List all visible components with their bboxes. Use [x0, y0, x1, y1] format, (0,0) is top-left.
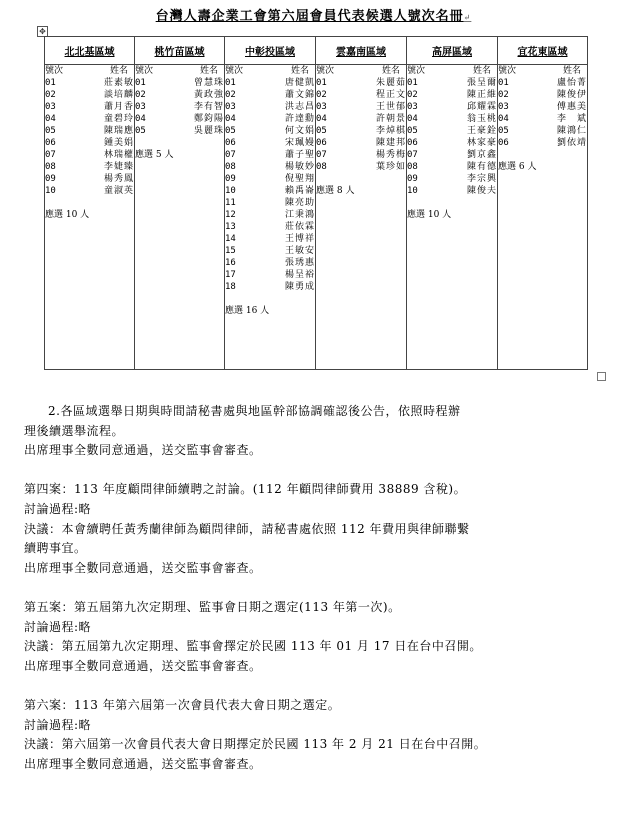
candidate-number: 05	[316, 126, 327, 136]
candidate-number: 04	[498, 114, 509, 124]
candidate-entry	[316, 137, 406, 149]
candidate-entry	[407, 149, 497, 161]
candidate-name: 童碧玲	[103, 114, 134, 124]
candidate-name: 許朝景	[375, 114, 406, 124]
candidate-number: 13	[225, 222, 236, 232]
minutes-line: 2.各區域選舉日期與時間請秘書處與地區幹部協調確認後公告，依照時程辦	[48, 404, 461, 418]
candidate-name: 傅惠美	[556, 102, 587, 112]
candidate-name: 陳俊伊	[556, 90, 587, 100]
candidate-roster-table	[44, 36, 588, 370]
candidate-number: 04	[45, 114, 56, 124]
candidate-name: 葉珍如	[375, 162, 406, 172]
candidate-entry	[135, 113, 224, 125]
candidate-entry	[225, 245, 315, 257]
blank-line	[135, 137, 224, 149]
name-column-label: 姓名	[381, 66, 400, 76]
column-header-line	[498, 65, 587, 77]
region-header: 中彰投區域	[225, 37, 316, 65]
blank-line	[407, 197, 497, 209]
candidate-name: 陳勇成	[284, 282, 315, 292]
candidate-name: 黃政強	[193, 90, 224, 100]
candidate-entry	[225, 221, 315, 233]
number-column-label: 號次	[407, 66, 426, 76]
minutes-line: 決議：第五屆第九次定期理、監事會擇定於民國 113 年 01 月 17 日在台中召開。	[24, 639, 482, 654]
candidate-entry	[225, 281, 315, 293]
candidate-number: 05	[407, 126, 418, 136]
minutes-line: 第五案：第五屆第九次定期理、監事會日期之選定(113 年第一次)。	[24, 599, 401, 614]
candidate-name: 張呈爾	[466, 78, 497, 88]
candidate-name: 陳俊夫	[466, 186, 497, 196]
candidate-name: 盧怡菁	[556, 78, 587, 88]
candidate-name: 賴禹崙	[284, 186, 315, 196]
name-column-label: 姓名	[562, 66, 581, 76]
candidate-number: 10	[45, 186, 56, 196]
candidate-name: 莊依霖	[284, 222, 315, 232]
candidate-name: 程正文	[375, 90, 406, 100]
candidate-number: 01	[407, 78, 418, 88]
candidate-number: 06	[316, 138, 327, 148]
region-column	[407, 65, 498, 370]
candidate-entry	[407, 77, 497, 89]
candidate-number: 03	[45, 102, 56, 112]
candidate-number: 01	[498, 78, 509, 88]
candidate-entry	[225, 137, 315, 149]
seats-to-elect: 應選 5 人	[135, 150, 174, 160]
candidate-name: 蕭文錦	[284, 90, 315, 100]
region-header: 宜花東區域	[498, 37, 588, 65]
candidate-number: 06	[225, 138, 236, 148]
number-column-label: 號次	[225, 66, 244, 76]
candidate-name: 王豪銓	[466, 126, 497, 136]
candidate-entry	[45, 125, 134, 137]
candidate-entry	[225, 197, 315, 209]
candidate-name: 楊秀梅	[375, 150, 406, 160]
candidate-number: 01	[316, 78, 327, 88]
candidate-name: 陳瑞應	[103, 126, 134, 136]
minutes-line: 第六案：113 年第六屆第一次會員代表大會日期之選定。	[24, 697, 341, 712]
candidate-number: 09	[407, 174, 418, 184]
candidate-name: 曾慧珠	[193, 78, 224, 88]
candidate-name: 洪志昌	[284, 102, 315, 112]
candidate-number: 06	[407, 138, 418, 148]
candidate-entry	[316, 89, 406, 101]
candidate-number: 18	[225, 282, 236, 292]
candidate-entry	[498, 137, 587, 149]
minutes-line: 出席理事全數同意通過，送交監事會審查。	[24, 560, 262, 575]
table-resize-handle[interactable]	[597, 372, 606, 381]
paragraph-gap	[24, 578, 616, 598]
candidate-name: 陳亮助	[284, 198, 315, 208]
candidate-number: 04	[135, 114, 146, 124]
blank-line	[45, 197, 134, 209]
region-header-row	[45, 37, 588, 65]
candidate-name: 陳鴻仁	[556, 126, 587, 136]
region-header: 高屏區域	[407, 37, 498, 65]
candidate-number: 15	[225, 246, 236, 256]
candidate-number: 02	[407, 90, 418, 100]
candidate-number: 05	[498, 126, 509, 136]
candidate-name: 王敏安	[284, 246, 315, 256]
minutes-line: 出席理事全數同意通過，送交監事會審查。	[24, 756, 262, 771]
candidate-number: 02	[135, 90, 146, 100]
candidate-entry	[135, 101, 224, 113]
column-header-line	[45, 65, 134, 77]
candidate-entry	[498, 77, 587, 89]
blank-line	[225, 293, 315, 305]
candidate-number: 10	[407, 186, 418, 196]
candidate-number: 08	[407, 162, 418, 172]
candidate-name: 蕭子聖	[284, 150, 315, 160]
blank-line	[316, 173, 406, 185]
candidate-name: 李宗興	[466, 174, 497, 184]
candidate-name: 鄭鈞陽	[193, 114, 224, 124]
paragraph-gap	[24, 461, 616, 481]
column-header-line	[316, 65, 406, 77]
candidate-entry	[225, 185, 315, 197]
candidate-entry	[225, 257, 315, 269]
number-column-label: 號次	[135, 66, 154, 76]
candidate-entry	[135, 77, 224, 89]
candidate-name: 唐健凱	[284, 78, 315, 88]
candidate-name: 李 斌	[556, 114, 587, 124]
candidate-number: 05	[225, 126, 236, 136]
candidate-entry	[225, 269, 315, 281]
candidate-entry	[407, 89, 497, 101]
region-column	[45, 65, 135, 370]
candidate-name: 陳正維	[466, 90, 497, 100]
candidate-entry	[225, 77, 315, 89]
candidate-entry	[45, 161, 134, 173]
candidate-number: 03	[407, 102, 418, 112]
minutes-line: 第四案：113 年度顧問律師續聘之討論。(112 年顧問律師費用 38889 含稅)。	[24, 482, 467, 497]
candidate-name: 許達勳	[284, 114, 315, 124]
candidate-number: 04	[316, 114, 327, 124]
candidate-name: 林瑞權	[103, 150, 134, 160]
candidate-number: 02	[498, 90, 509, 100]
name-column-label: 姓名	[472, 66, 491, 76]
column-header-line	[407, 65, 497, 77]
number-column-label: 號次	[316, 66, 335, 76]
candidate-number: 16	[225, 258, 236, 268]
minutes-line: 討論過程:略	[24, 717, 92, 732]
candidate-name: 童淑英	[103, 186, 134, 196]
minutes-line: 理後續選舉流程。	[24, 423, 125, 438]
candidate-entry	[316, 125, 406, 137]
candidate-entry	[407, 125, 497, 137]
seats-to-elect: 應選 8 人	[316, 186, 355, 196]
region-header: 桃竹苗區域	[135, 37, 225, 65]
candidate-name: 李有智	[193, 102, 224, 112]
candidate-entry	[135, 89, 224, 101]
name-column-label: 姓名	[290, 66, 309, 76]
minutes-line: 討論過程:略	[24, 501, 92, 516]
candidate-number: 02	[45, 90, 56, 100]
candidate-entry	[498, 113, 587, 125]
candidate-number: 10	[225, 186, 236, 196]
minutes-line: 出席理事全數同意通過，送交監事會審查。	[24, 658, 262, 673]
candidate-name: 劉京鑫	[466, 150, 497, 160]
candidate-number: 03	[225, 102, 236, 112]
candidate-number: 04	[407, 114, 418, 124]
minutes-line: 出席理事全數同意通過，送交監事會審查。	[24, 443, 262, 458]
candidate-list-row	[45, 65, 588, 370]
blank-line	[498, 149, 587, 161]
candidate-number: 12	[225, 210, 236, 220]
candidate-name: 王世郁	[375, 102, 406, 112]
region-column	[316, 65, 407, 370]
seats-to-elect: 應選 10 人	[407, 210, 452, 220]
candidate-number: 05	[135, 126, 146, 136]
candidate-number: 08	[45, 162, 56, 172]
candidate-number: 06	[45, 138, 56, 148]
region-column	[225, 65, 316, 370]
region-header: 北北基區域	[45, 37, 135, 65]
candidate-name: 王博祥	[284, 234, 315, 244]
candidate-number: 03	[498, 102, 509, 112]
candidate-name: 倪聖翔	[284, 174, 315, 184]
candidate-number: 04	[225, 114, 236, 124]
candidate-entry	[498, 89, 587, 101]
candidate-entry	[407, 113, 497, 125]
paragraph-gap	[24, 676, 616, 696]
table-move-handle-icon[interactable]: ✥	[37, 26, 48, 37]
candidate-name: 宋珮嫚	[284, 138, 315, 148]
candidate-number: 14	[225, 234, 236, 244]
candidate-name: 楊呈裕	[284, 270, 315, 280]
minutes-line: 決議：第六屆第一次會員代表大會日期擇定於民國 113 年 2 月 21 日在台中召開。	[24, 737, 487, 752]
candidate-number: 11	[225, 198, 236, 208]
candidate-entry	[225, 233, 315, 245]
candidate-name: 楊敏妙	[284, 162, 315, 172]
region-column	[498, 65, 588, 370]
meeting-minutes-body	[24, 402, 616, 774]
candidate-name: 李婕臻	[103, 162, 134, 172]
candidate-number: 07	[45, 150, 56, 160]
candidate-entry	[316, 77, 406, 89]
candidate-name: 莊素敏	[103, 78, 134, 88]
candidate-entry	[225, 89, 315, 101]
candidate-entry	[45, 137, 134, 149]
name-column-label: 姓名	[199, 66, 218, 76]
number-column-label: 號次	[498, 66, 517, 76]
candidate-number: 06	[498, 138, 509, 148]
candidate-number: 02	[225, 90, 236, 100]
candidate-entry	[45, 149, 134, 161]
candidate-name: 鍾美娟	[103, 138, 134, 148]
candidate-name: 楊秀鳳	[103, 174, 134, 184]
candidate-entry	[135, 125, 224, 137]
candidate-number: 17	[225, 270, 236, 280]
candidate-number: 05	[45, 126, 56, 136]
region-header: 雲嘉南區域	[316, 37, 407, 65]
seats-to-elect: 應選 16 人	[225, 306, 270, 316]
number-column-label: 號次	[45, 66, 64, 76]
candidate-entry	[225, 125, 315, 137]
candidate-number: 09	[45, 174, 56, 184]
candidate-entry	[225, 209, 315, 221]
candidate-entry	[407, 137, 497, 149]
candidate-name: 李焯棋	[375, 126, 406, 136]
candidate-entry	[45, 185, 134, 197]
candidate-number: 02	[316, 90, 327, 100]
candidate-entry	[316, 113, 406, 125]
candidate-number: 09	[225, 174, 236, 184]
candidate-number: 01	[135, 78, 146, 88]
candidate-name: 何文娟	[284, 126, 315, 136]
candidate-entry	[316, 149, 406, 161]
candidate-name: 陳建邦	[375, 138, 406, 148]
candidate-entry	[498, 101, 587, 113]
candidate-entry	[225, 101, 315, 113]
candidate-name: 蕭月香	[103, 102, 134, 112]
candidate-entry	[316, 161, 406, 173]
candidate-name: 陳有德	[466, 162, 497, 172]
candidate-entry	[407, 185, 497, 197]
candidate-entry	[498, 125, 587, 137]
minutes-line: 續聘事宜。	[24, 541, 87, 556]
candidate-name: 朱麗茹	[375, 78, 406, 88]
candidate-entry	[407, 101, 497, 113]
column-header-line	[135, 65, 224, 77]
candidate-entry	[45, 113, 134, 125]
candidate-name: 邱耀霖	[466, 102, 497, 112]
candidate-entry	[225, 161, 315, 173]
minutes-line: 決議：本會續聘任黃秀蘭律師為顧問律師，請秘書處依照 112 年費用與律師聯繫	[24, 521, 470, 536]
candidate-name: 翁玉桃	[466, 114, 497, 124]
candidate-entry	[407, 161, 497, 173]
region-column	[135, 65, 225, 370]
candidate-name: 張琇惠	[284, 258, 315, 268]
name-column-label: 姓名	[109, 66, 128, 76]
candidate-entry	[45, 101, 134, 113]
candidate-number: 08	[225, 162, 236, 172]
candidate-entry	[45, 77, 134, 89]
candidate-name: 劉依靖	[556, 138, 587, 148]
candidate-name: 談培麟	[103, 90, 134, 100]
candidate-number: 07	[225, 150, 236, 160]
candidate-number: 08	[316, 162, 327, 172]
candidate-number: 07	[316, 150, 327, 160]
candidate-entry	[316, 101, 406, 113]
candidate-entry	[225, 173, 315, 185]
candidate-number: 01	[225, 78, 236, 88]
candidate-entry	[45, 173, 134, 185]
column-header-line	[225, 65, 315, 77]
seats-to-elect: 應選 6 人	[498, 162, 537, 172]
candidate-name: 吳麗珠	[193, 126, 224, 136]
candidate-entry	[225, 113, 315, 125]
candidate-name: 江秉鴻	[284, 210, 315, 220]
candidate-number: 03	[316, 102, 327, 112]
candidate-entry	[407, 173, 497, 185]
candidate-name: 林家豪	[466, 138, 497, 148]
document-title: 台灣人壽企業工會第六屆會員代表候選人號次名冊↵	[155, 9, 472, 24]
candidate-entry	[225, 149, 315, 161]
minutes-line: 討論過程:略	[24, 619, 92, 634]
candidate-number: 07	[407, 150, 418, 160]
seats-to-elect: 應選 10 人	[45, 210, 90, 220]
candidate-entry	[45, 89, 134, 101]
candidate-number: 03	[135, 102, 146, 112]
candidate-number: 01	[45, 78, 56, 88]
